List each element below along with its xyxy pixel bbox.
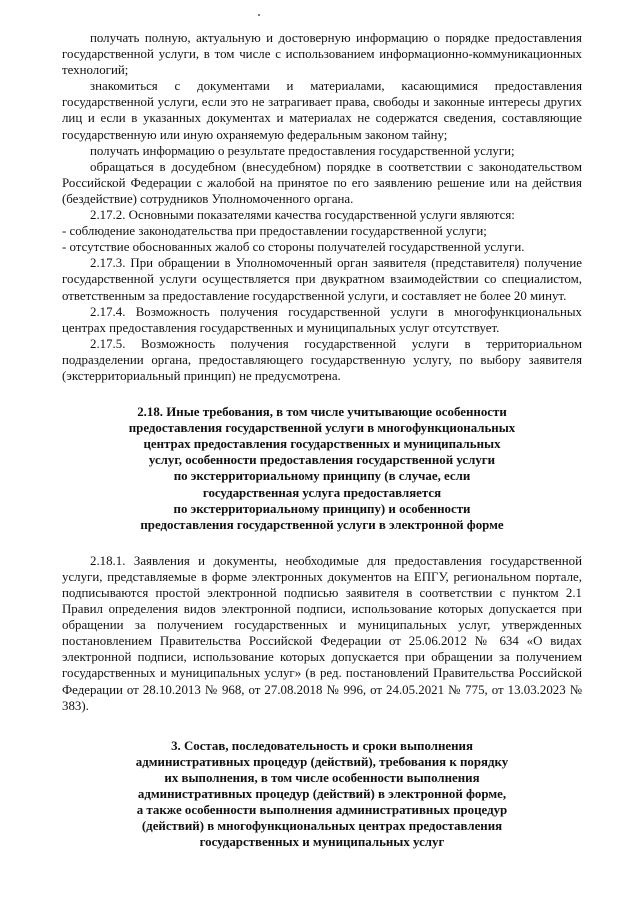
paragraph: 2.17.2. Основными показателями качества государственной услуги являются:: [90, 208, 515, 223]
heading-line: по экстерриториальному принципу) и особенности: [173, 501, 471, 516]
heading-line: государственная услуга предоставляется: [202, 485, 442, 500]
paragraph: обращаться в досудебном (внесудебном) порядке в соответствии с законодательством Российской Федерации с жалобой на принятое по его заявлению решение или на действия (бездействие) сотрудников Уполномоченного органа.: [62, 159, 582, 206]
paragraph: 2.17.5. Возможность получения государственной услуги в территориальном подразделении органа, предоставляющего государственную услугу, по выбору заявителя (экстерриториальный принцип) не предусмотрена.: [62, 336, 582, 383]
section-heading-2-18: [62, 404, 582, 533]
paragraph: - отсутствие обоснованных жалоб со стороны получателей государственной услуги.: [62, 240, 525, 255]
section-heading-3: [62, 738, 582, 851]
heading-line: административных процедур (действий) в электронной форме,: [137, 787, 507, 802]
heading-line: 3. Состав, последовательность и сроки выполнения: [171, 738, 473, 753]
heading-line: административных процедур (действий), требования к порядку: [135, 754, 509, 769]
paragraph: 2.17.4. Возможность получения государственной услуги в многофункциональных центрах предоставления государственных и муниципальных услуг отсутствует.: [62, 304, 582, 335]
heading-line: по экстерриториальному принципу (в случае, если: [173, 469, 471, 484]
heading-line: центрах предоставления государственных и муниципальных: [143, 437, 501, 452]
spacer: [62, 533, 582, 553]
paragraph: получать информацию о результате предоставления государственной услуги;: [90, 143, 515, 158]
paragraph: - соблюдение законодательства при предоставлении государственной услуги;: [62, 224, 487, 239]
paragraph: получать полную, актуальную и достоверную информацию о порядке предоставления государственной услуги, в том числе с использованием информационно-коммуникационных технологий;: [62, 31, 582, 78]
paragraph: знакомиться с документами и материалами, касающимися предоставления государственной услуги, если это не затрагивает права, свободы и законные интересы других лиц и если в указанных документах и материалах не содержатся сведения, составляющие государственную или иную охраняемую федеральным законом тайну;: [62, 79, 582, 142]
heading-line: их выполнения, в том числе особенности выполнения: [164, 770, 480, 785]
heading-line: предоставления государственной услуги в электронной форме: [140, 517, 504, 532]
heading-line: (действий) в многофункциональных центрах предоставления: [141, 819, 503, 834]
scan-dot: [258, 14, 260, 16]
heading-line: предоставления государственной услуги в многофункциональных: [128, 421, 516, 436]
document-body: [62, 30, 582, 850]
paragraph: 2.17.3. При обращении в Уполномоченный орган заявителя (представителя) получение государственной услуги осуществляется при двукратном взаимодействии со специалистом, ответственным за предоставление государственной услуги, и составляет не более 20 минут.: [62, 256, 582, 303]
heading-line: 2.18. Иные требования, в том числе учитывающие особенности: [137, 405, 507, 420]
heading-line: государственных и муниципальных услуг: [199, 835, 445, 850]
paragraph: 2.18.1. Заявления и документы, необходимые для предоставления государственной услуги, представляемые в форме электронных документов на ЕПГУ, региональном портале, подписываются простой электронной подписью заявителя в соответствии с пунктом 2.1 Правил определения видов электронной подписи, использование которых допускается при обращении за получением государственных и муниципальных услуг, утвержденных постановлением Правительства Российской Федерации от 25.06.2012 № 634 «О видах электронной подписи, использование которых допускается при обращении за получением государственных и муниципальных услуг» (в ред. постановлений Правительства Российской Федерации от 28.10.2013 № 968, от 27.08.2018 № 996, от 24.05.2021 № 775, от 13.03.2023 № 383).: [62, 553, 582, 713]
heading-line: а также особенности выполнения административных процедур: [136, 803, 508, 818]
heading-line: услуг, особенности предоставления государственной услуги: [148, 453, 496, 468]
